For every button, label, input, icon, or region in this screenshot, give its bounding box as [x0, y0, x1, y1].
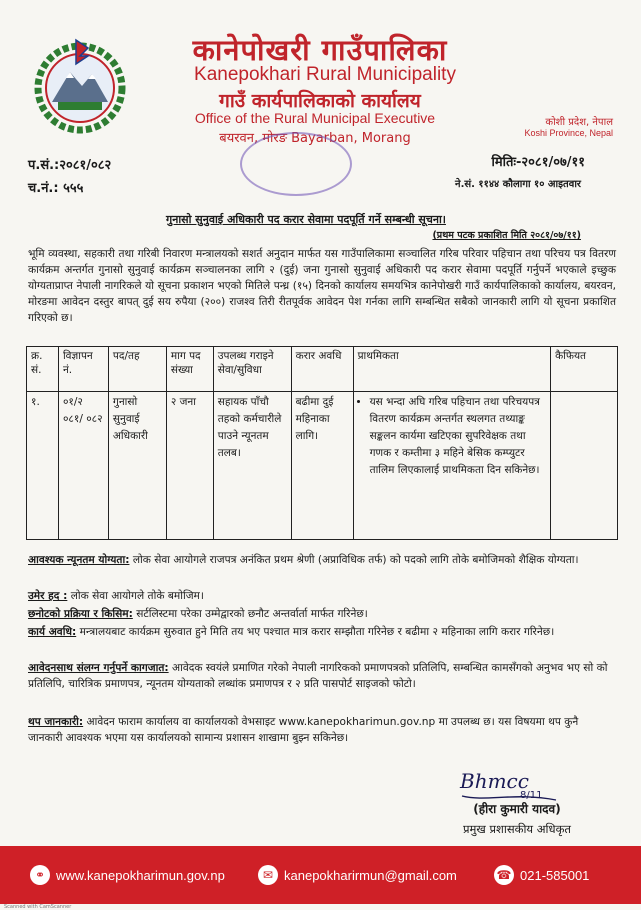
- municipality-emblem-icon: [30, 34, 130, 134]
- priority-text: • यस भन्दा अघि गरिब पहिचान तथा परिचयपत्र वितरण कार्यक्रम अन्तर्गत स्थलगत तथ्याङ्क सङ्कलन कार्यमा खटिएका सुपरिवेक्षक तथा गणक र कम्तीमा ३ महिने बेसिक कम्प्युटर तालिम लिएकालाई प्राथमिकता दिन सकिनेछ।: [370, 394, 546, 479]
- table-row: [27, 392, 618, 540]
- min-qualification-text: लोक सेवा आयोगले राजपत्र अनंकित प्रथम श्रेणी (अप्राविधिक तर्फ) को पदको लागि तोके बमोजिमको शैक्षिक योग्यता।: [132, 554, 579, 566]
- cell-facility: सहायक पाँचौ तहको कर्मचारीले पाउने न्यूनतम तलब।: [213, 392, 291, 540]
- website-link[interactable]: www.kanepokharimun.gov.np: [56, 867, 225, 883]
- required-documents-text: आवेदक स्वयंले प्रमाणित गरेको नेपाली नागरिकको प्रमाणपत्रको प्रतिलिपि, सम्बन्धित कामसँगको अनुभव भए सो को प्रतिलिपि, चारित्रिक प्रमाणपत्र, न्यूनतम योग्यताको लब्धांक प्रमाणपत्र र २ प्रति पासपोर्ट साइजको फोटो।: [28, 662, 608, 690]
- header-remarks: कैफियत: [551, 347, 618, 392]
- office-name-en: Office of the Rural Municipal Executive: [194, 110, 436, 126]
- email-link[interactable]: kanepokharirmun@gmail.com: [284, 867, 457, 883]
- envelope-icon: ✉: [258, 865, 278, 885]
- signatory-name: (हीरा कुमारी यादव): [473, 802, 561, 816]
- selection-process-text: सर्टलिस्टमा परेका उम्मेद्वारको छनौट अन्तर्वार्ता मार्फत गरिनेछ।: [136, 608, 368, 620]
- municipality-name-ne: कानेपोखरी गाउँपालिका: [192, 33, 448, 67]
- signature-scrawl: Bhmcc: [460, 769, 529, 793]
- min-qualification-label: आवश्यक न्यूनतम योग्यता:: [28, 554, 130, 566]
- notice-intro: भूमि व्यवस्था, सहकारी तथा गरिबी निवारण मन्त्रालयको सशर्त अनुदान मार्फत यस गाउँपालिकामा सञ्चालित गरिब परिवार पहिचान तथा परिचय पत्र वितरण कार्यक्रम अन्तर्गत गुनासो सुनुवाई कार्यक्रम सञ्चालनका लागि २ (दुई) जना गुनासो सुनुवाई अधिकारी पद करार सेवामा पदपूर्ति गर्नुपर्ने भएकाले इच्छुक योग्यताप्राप्त नेपाली नागरिकले यो सूचना प्रकाशन भएको मितिले पन्ध्र (१५) दिनको कार्यालय समयभित्र कानेपोखरी गाउँ कार्यपालिकाको कार्यालय, बयरवन, मोरङमा आवेदन दस्तुर बापत् दुई सय रुपैया (२००) राजश्व तिरी रीतपूर्वक आवेदन पेश गर्नका लागि सम्बन्धित सबैको जानकारी लागि यो सूचना प्रकाशित गरिएको छ।: [28, 248, 616, 324]
- office-name-ne: गाउँ कार्यपालिकाको कार्यालय: [219, 90, 421, 112]
- more-information-label: थप जानकारी:: [28, 716, 84, 728]
- phone-icon: ☎: [494, 865, 514, 885]
- municipality-name-en: Kanepokhari Rural Municipality: [194, 64, 456, 85]
- min-qualification: [28, 552, 616, 568]
- vacancy-table: [26, 346, 618, 540]
- age-limit-text: लोक सेवा आयोगले तोके बमोजिम।: [70, 590, 204, 602]
- header-facility: उपलब्ध गराइने सेवा/सुविधा: [213, 347, 291, 392]
- more-information-text: आवेदन फाराम कार्यालय वा कार्यालयको वेभसाइट www.kanepokharimun.gov.np मा उपलब्ध छ। यस विषयमा थप कुनै जानकारी आवश्यक भएमा यस कार्यालयको सामान्य प्रशासन शाखामा बुझ्न सकिनेछ।: [28, 716, 579, 744]
- work-tenure-text: मन्त्रालयबाट कार्यक्रम सुरुवात हुने मिति तय भए पश्चात मात्र करार सम्झौता गरिनेछ र बढीमा २ महिनाका लागि करार गरिनेछ।: [79, 626, 555, 638]
- header-priority: प्राथमिकता: [353, 347, 550, 392]
- nepal-sambat-date: ने.सं. ११४४ कौलागा १० आइतवार: [455, 179, 581, 190]
- issue-date: मितिः-२०८१/०७/११: [491, 155, 585, 170]
- required-documents: [28, 660, 616, 692]
- scan-watermark: Scanned with CamScanner: [4, 904, 72, 910]
- cell-sn: १.: [27, 392, 59, 540]
- notice-title: गुनासो सुनुवाई अधिकारी पद करार सेवामा पदपूर्ति गर्ने सम्बन्धी सूचना।: [166, 213, 446, 226]
- header-sn: क्र. सं.: [27, 347, 59, 392]
- cell-count: २ जना: [166, 392, 213, 540]
- header-count: माग पद संख्या: [166, 347, 213, 392]
- selection-process-label: छनोटको प्रक्रिया र किसिम:: [28, 608, 133, 620]
- notice-subtitle: (प्रथम पटक प्रकाशित मिति २०८१/०७/११): [432, 230, 581, 241]
- cell-post: गुनासो सुनुवाई अधिकारी: [108, 392, 166, 540]
- province-ne: कोशी प्रदेश, नेपाल: [545, 117, 613, 128]
- age-limit-label: उमेर हद :: [28, 590, 68, 602]
- work-tenure-label: कार्य अवधि:: [28, 626, 77, 638]
- work-tenure: [28, 624, 616, 640]
- header-ad-no: विज्ञापन नं.: [58, 347, 108, 392]
- phone-number: 021-585001: [520, 867, 590, 883]
- header-post: पद/तह: [108, 347, 166, 392]
- more-information: [28, 714, 616, 746]
- office-address: बयरवन, मोरङ Bayarban, Morang: [219, 131, 411, 146]
- cell-ad-no: ०१/२ ०८१/ ०८२: [58, 392, 108, 540]
- cell-priority: [353, 392, 550, 540]
- province-en: Koshi Province, Nepal: [524, 128, 613, 138]
- footer-email: [258, 865, 457, 885]
- selection-process: [28, 606, 616, 622]
- required-documents-label: आवेदनसाथ संलग्न गर्नुपर्ने कागजात:: [28, 662, 169, 674]
- footer-bar: [0, 846, 641, 904]
- globe-icon: ⚭: [30, 865, 50, 885]
- header-duration: करार अवधि: [291, 347, 353, 392]
- footer-phone: [494, 865, 589, 885]
- table-header-row: [27, 347, 618, 392]
- cell-remarks: [551, 392, 618, 540]
- signature-date: 8/11: [520, 790, 543, 801]
- office-stamp: [240, 132, 352, 196]
- footer-website: [30, 865, 225, 885]
- dispatch-number: च.नं.: ५५५: [28, 181, 84, 196]
- age-limit: [28, 588, 616, 604]
- signatory-designation: प्रमुख प्रशासकीय अधिकृत: [463, 822, 571, 836]
- reference-number: प.सं.:२०८१/०८२: [28, 158, 112, 173]
- cell-duration: बढीमा दुई महिनाका लागि।: [291, 392, 353, 540]
